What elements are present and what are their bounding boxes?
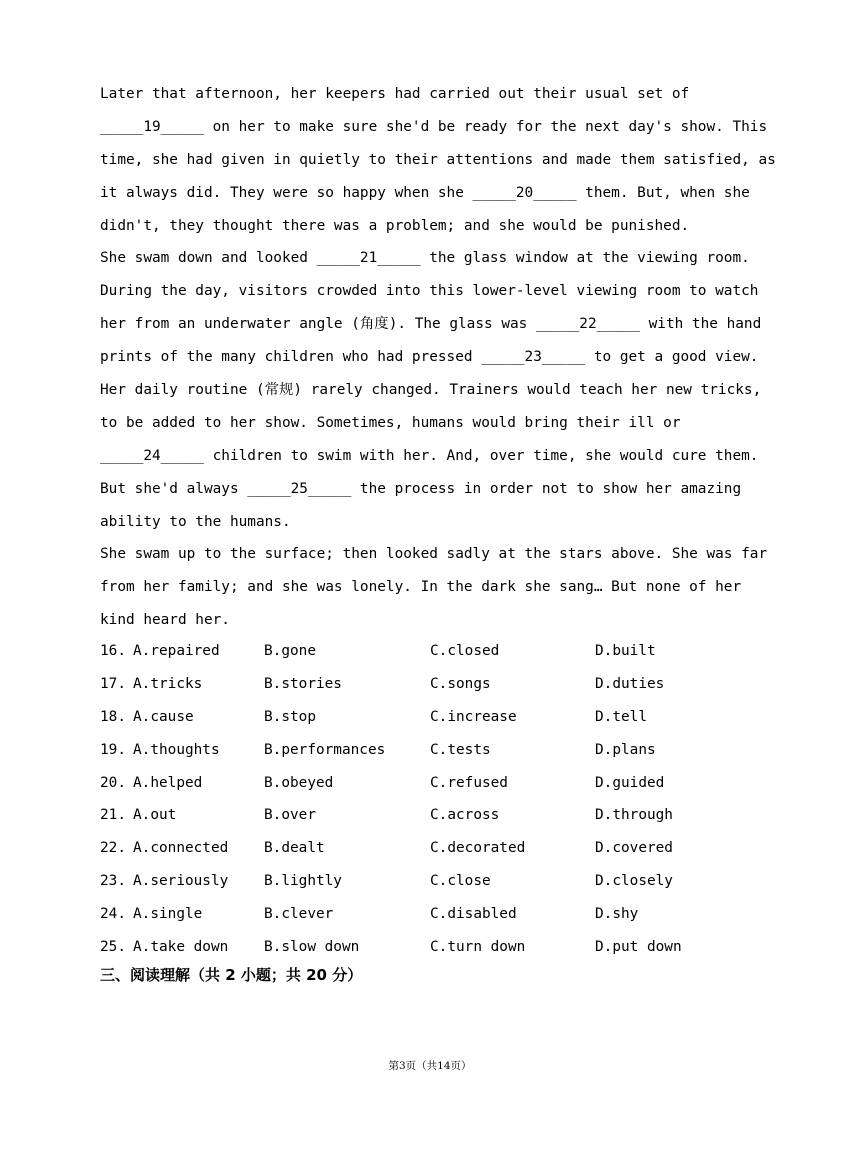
passage-line: Her daily routine (常规) rarely changed. Trainers would teach her new tricks,	[100, 382, 762, 399]
question-number: 25.	[100, 939, 126, 956]
passage-line: _____19_____ on her to make sure she'd be ready for the next day's show. This	[100, 118, 768, 135]
passage-line: her from an underwater angle (角度). The glass was _____22_____ with the hand	[100, 316, 762, 333]
option-b: B.gone	[264, 643, 316, 659]
question-row	[100, 668, 790, 701]
passage-line: She swam down and looked _____21_____ the glass window at the viewing room.	[100, 250, 750, 267]
passage-line: ability to the humans.	[100, 513, 291, 530]
option-c: C.refused	[430, 774, 508, 791]
option-c: C.across	[430, 807, 500, 824]
option-b: B.obeyed	[264, 774, 334, 791]
page-footer: 第3页（共14页）	[388, 1060, 472, 1072]
passage-line: kind heard her.	[100, 612, 230, 629]
option-a: A.take down	[133, 939, 229, 956]
option-c: C.closed	[430, 643, 500, 659]
option-c: C.songs	[430, 675, 491, 692]
option-d: D.built	[595, 643, 656, 659]
option-c: C.disabled	[430, 906, 517, 923]
question-number: 16.	[100, 643, 126, 659]
option-a: A.connected	[133, 840, 229, 857]
option-c: C.turn down	[430, 939, 526, 956]
question-number: 20.	[100, 774, 126, 791]
option-b: B.lightly	[264, 873, 342, 890]
option-a: A.repaired	[133, 643, 220, 659]
passage-line: _____24_____ children to swim with her. And, over time, she would cure them.	[100, 447, 759, 464]
question-row	[100, 701, 790, 734]
passage-line: She swam up to the surface; then looked sadly at the stars above. She was far	[100, 546, 768, 563]
option-d: D.guided	[595, 774, 665, 791]
question-number: 17.	[100, 675, 126, 692]
option-d: D.tell	[595, 708, 647, 725]
passage-line: But she'd always _____25_____ the process in order not to show her amazing	[100, 480, 742, 497]
option-d: D.closely	[595, 873, 673, 890]
question-row	[100, 767, 790, 800]
question-number: 23.	[100, 873, 126, 890]
answer-options	[100, 635, 790, 964]
option-b: B.clever	[264, 906, 334, 923]
option-b: B.performances	[264, 741, 386, 758]
question-number: 19.	[100, 741, 126, 758]
passage-line: During the day, visitors crowded into this lower-level viewing room to watch	[100, 283, 759, 300]
question-row	[100, 832, 790, 865]
option-d: D.shy	[595, 906, 639, 923]
option-a: A.single	[133, 906, 203, 923]
passage-line: prints of the many children who had pressed _____23_____ to get a good view.	[100, 349, 759, 366]
question-row	[100, 931, 790, 964]
question-row	[100, 865, 790, 898]
passage-line: from her family; and she was lonely. In the dark she sang… But none of her	[100, 579, 742, 596]
section-heading: 三、阅读理解（共 2 小题；共 20 分）	[100, 966, 363, 984]
passage-line: to be added to her show. Sometimes, humans would bring their ill or	[100, 414, 681, 431]
option-a: A.thoughts	[133, 741, 220, 758]
option-d: D.covered	[595, 840, 673, 857]
option-b: B.stop	[264, 708, 316, 725]
passage-line: it always did. They were so happy when she _____20_____ them. But, when she	[100, 184, 750, 201]
option-c: C.decorated	[430, 840, 526, 857]
option-d: D.through	[595, 807, 673, 824]
option-c: C.tests	[430, 741, 491, 758]
option-b: B.stories	[264, 675, 342, 692]
option-b: B.slow down	[264, 939, 360, 956]
option-a: A.seriously	[133, 873, 229, 890]
option-d: D.duties	[595, 675, 665, 692]
option-c: C.close	[430, 873, 491, 890]
question-row	[100, 635, 790, 668]
passage-line: didn't, they thought there was a problem; and she would be punished.	[100, 217, 690, 234]
option-c: C.increase	[430, 708, 517, 725]
option-d: D.plans	[595, 741, 656, 758]
option-a: A.cause	[133, 708, 194, 725]
question-row	[100, 734, 790, 767]
option-b: B.dealt	[264, 840, 325, 857]
option-a: A.helped	[133, 774, 203, 791]
option-b: B.over	[264, 807, 316, 824]
question-number: 18.	[100, 708, 126, 725]
passage-line: time, she had given in quietly to their attentions and made them satisfied, as	[100, 151, 776, 168]
passage-line: Later that afternoon, her keepers had carried out their usual set of	[100, 86, 690, 102]
question-row	[100, 799, 790, 832]
option-d: D.put down	[595, 939, 682, 956]
cloze-passage	[100, 78, 790, 637]
option-a: A.tricks	[133, 675, 203, 692]
question-row	[100, 898, 790, 931]
option-a: A.out	[133, 807, 177, 824]
question-number: 22.	[100, 840, 126, 857]
question-number: 21.	[100, 807, 126, 824]
question-number: 24.	[100, 906, 126, 923]
